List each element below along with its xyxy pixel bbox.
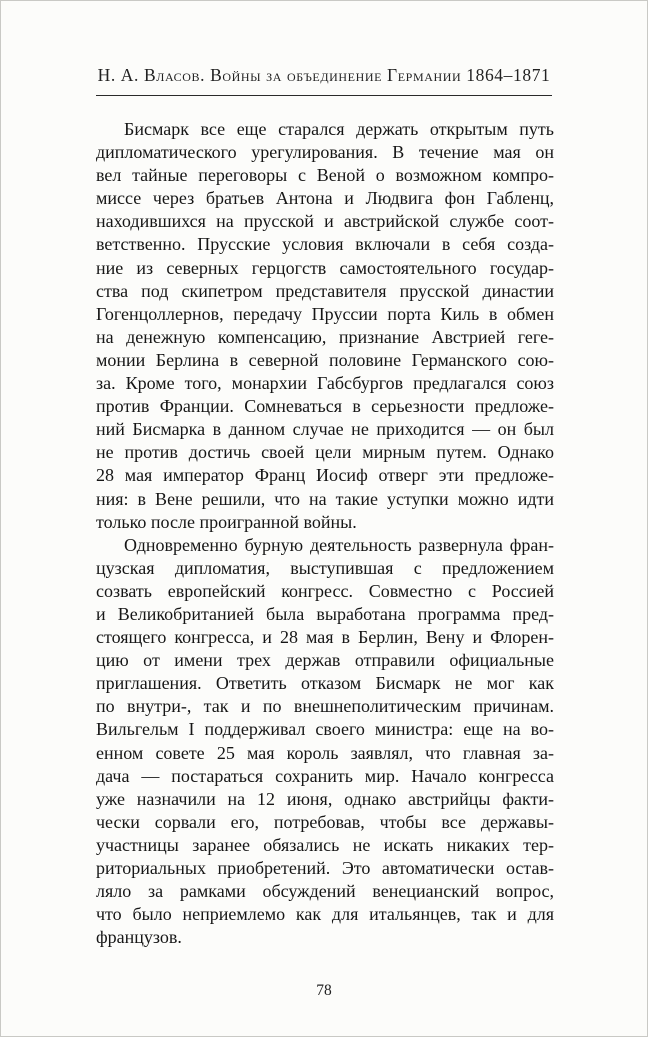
text-line: вел тайные переговоры с Веной о возможном компро-: [96, 165, 554, 186]
text-line: 28 мая император Франц Иосиф отверг эти предложе-: [96, 465, 554, 486]
text-line: риториальных приобретений. Это автоматически остав-: [96, 858, 554, 878]
text-line: ния: в Вене решили, что на такие уступки можно идти: [96, 488, 554, 509]
text-line: ства под скипетром представителя прусской династии: [96, 280, 554, 301]
text-line: за. Кроме того, монархии Габсбургов предлагался союз: [96, 373, 554, 394]
paragraph: [96, 118, 554, 534]
text-line: приглашения. Ответить отказом Бисмарк не мог как: [96, 673, 554, 694]
text-line: цузская дипломатия, выступившая с предложением: [96, 557, 554, 578]
body-text: [96, 118, 554, 949]
text-line: Вильгельм I поддерживал своего министра: еще на во-: [96, 719, 554, 740]
text-line: что было неприемлемо как для итальянцев, так и для: [96, 904, 554, 925]
text-line: и Великобританией была выработана программа пред-: [96, 603, 554, 624]
text-line: цию от имени трех держав отправили официальные: [96, 650, 554, 671]
text-line: ние из северных герцогств самостоятельного государ-: [96, 257, 554, 278]
text-line: французов.: [96, 927, 182, 948]
text-line: дача — постараться сохранить мир. Начало конгресса: [96, 765, 554, 786]
text-line: Одновременно бурную деятельность развернула фран-: [124, 534, 554, 555]
text-line: ляло за рамками обсуждений венецианский вопрос,: [96, 881, 554, 902]
text-line: против Франции. Сомневаться в серьезности предложе-: [96, 396, 554, 417]
text-line: участницы заранее обязались не искать никаких тер-: [96, 834, 554, 855]
text-line: Бисмарк все еще старался держать открытым путь: [124, 119, 554, 139]
text-line: ний Бисмарка в данном случае не приходится — он был: [96, 419, 554, 440]
running-header: Н. А. Власов. Войны за объединение Германии 1864–1871: [96, 65, 552, 96]
paragraph: [96, 534, 554, 950]
text-line: по внутри-, так и по внешнеполитическим причинам.: [96, 696, 554, 717]
text-line: ветственно. Прусские условия включали в себя созда-: [96, 234, 554, 255]
text-line: Гогенцоллернов, передачу Пруссии порта Киль в обмен: [96, 303, 554, 324]
text-line: дипломатического урегулирования. В течение мая он: [96, 142, 554, 163]
text-line: енном совете 25 мая король заявлял, что главная за-: [96, 742, 554, 763]
text-line: стоящего конгресса, и 28 мая в Берлин, Вену и Флорен-: [96, 627, 554, 648]
text-line: чески сорвали его, потребовав, чтобы все державы-: [96, 811, 554, 832]
text-line: созвать европейский конгресс. Совместно с Россией: [96, 580, 554, 601]
text-line: уже назначили на 12 июня, однако австрийцы факти-: [96, 788, 554, 809]
text-line: только после проигранной войны.: [96, 511, 357, 532]
text-line: монии Берлина в северной половине Германского сою-: [96, 349, 554, 370]
text-line: не против достичь своей цели мирным путем. Однако: [96, 442, 554, 463]
text-line: на денежную компенсацию, признание Австрией геге-: [96, 326, 554, 347]
page-number: 78: [316, 982, 332, 999]
text-line: находившихся на прусской и австрийской службе соот-: [96, 211, 554, 232]
text-line: миссе через братьев Антона и Людвига фон Габленц,: [96, 188, 554, 209]
